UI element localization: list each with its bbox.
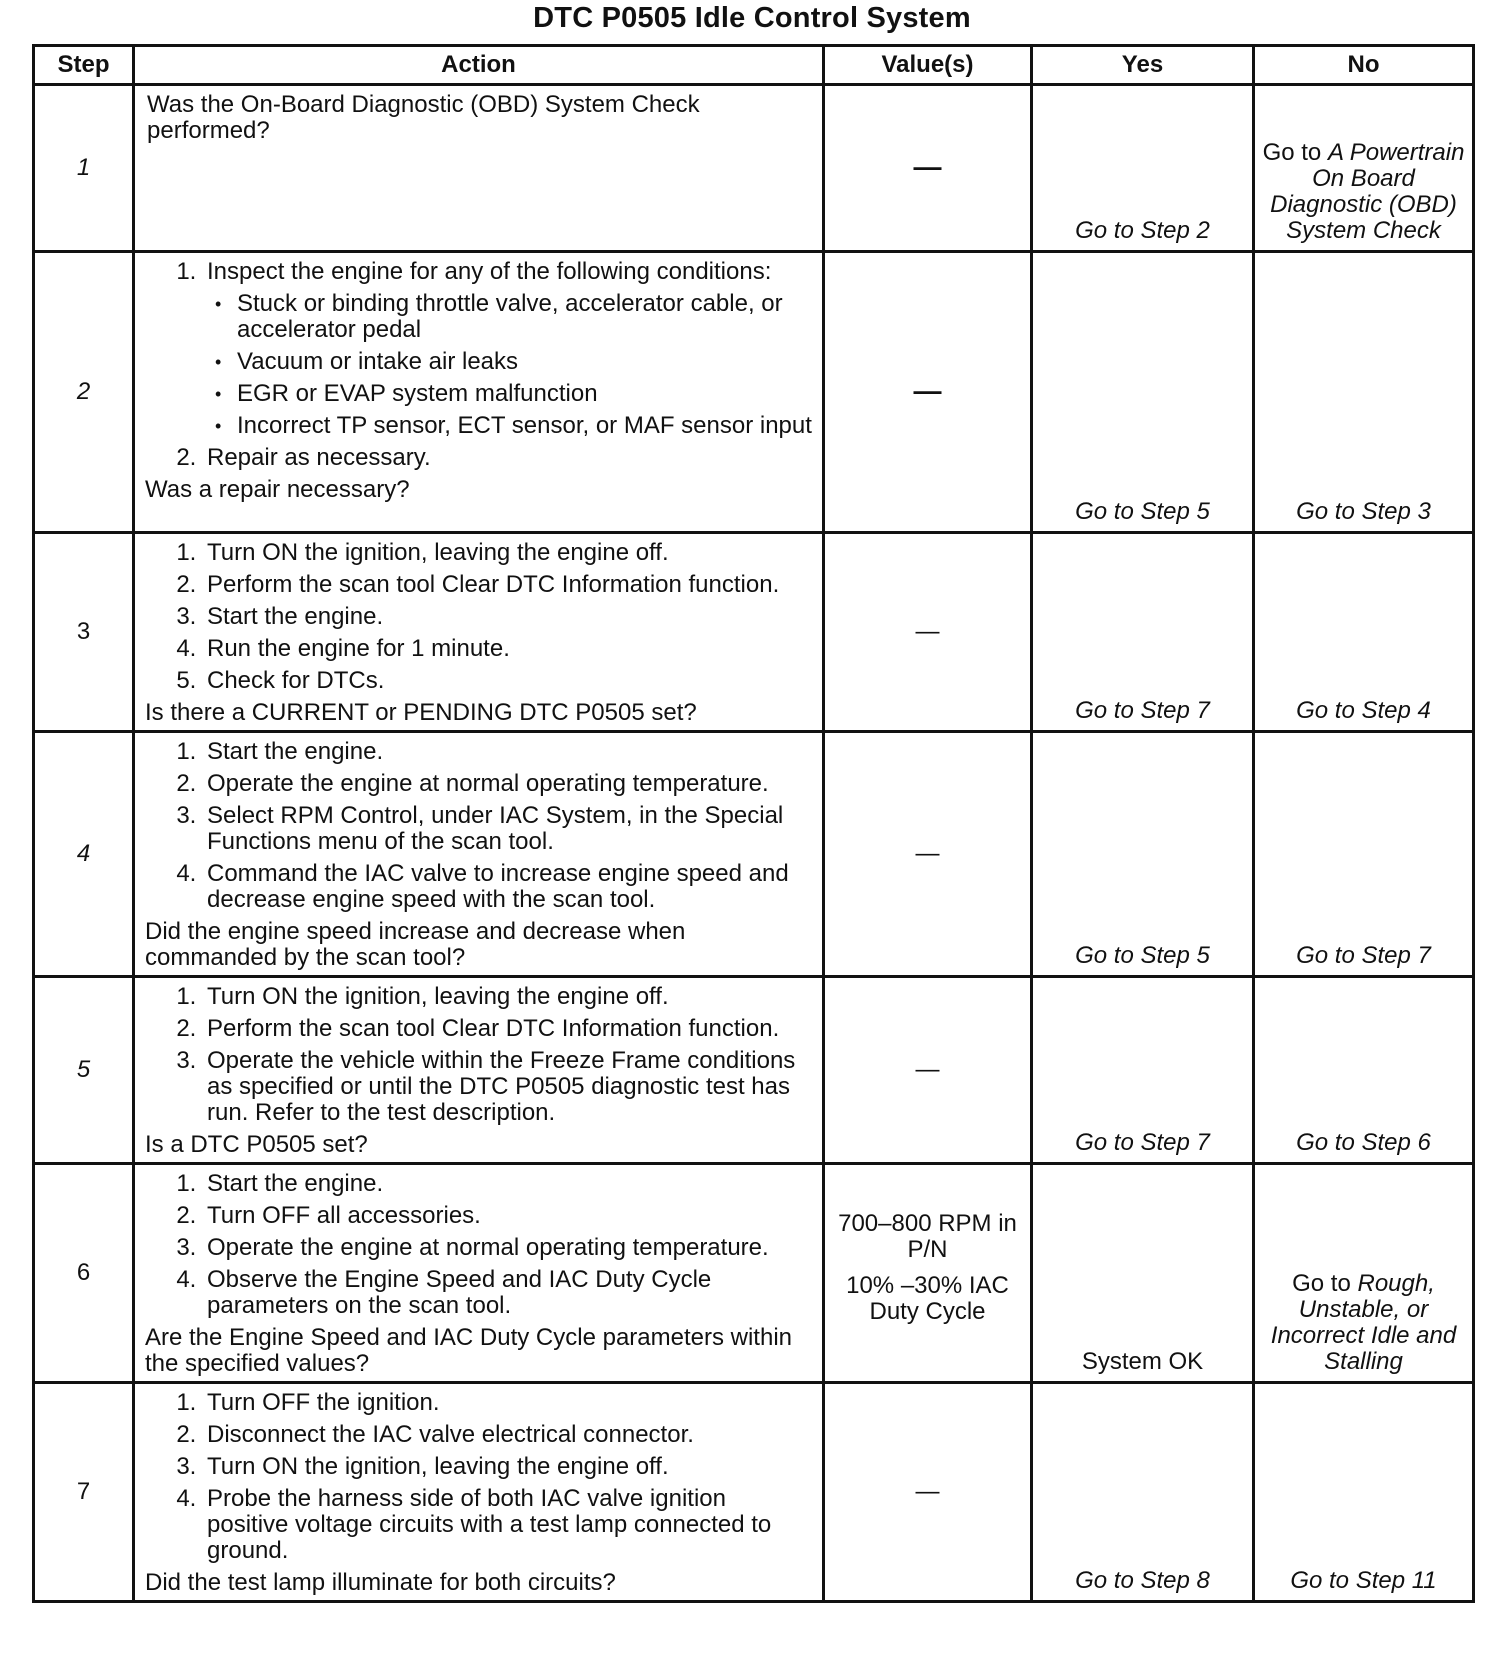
action-item: 1. Turn ON the ignition, leaving the engine off.	[203, 984, 812, 1010]
value-text: —	[915, 618, 940, 645]
yes-cell	[1032, 1383, 1254, 1602]
no-cell	[1254, 85, 1474, 252]
action-list	[145, 259, 812, 471]
action-cell	[134, 85, 824, 252]
action-item: 2. Turn OFF all accessories.	[203, 1203, 812, 1229]
action-list	[145, 1390, 812, 1564]
yes-text: Go to Step 7	[1075, 697, 1210, 724]
column-header-value: Value(s)	[824, 46, 1032, 85]
yes-text: Go to Step 5	[1075, 498, 1210, 525]
value-text: —	[915, 1478, 940, 1505]
value-text: —	[913, 375, 942, 406]
yes-cell	[1032, 977, 1254, 1164]
table-row	[34, 533, 1474, 732]
action-cell	[134, 252, 824, 533]
condition-item: • Stuck or binding throttle valve, accelerator cable, or accelerator pedal	[237, 291, 812, 343]
question-text: Is a DTC P0505 set?	[145, 1131, 368, 1158]
no-text: Go to Step 4	[1296, 697, 1431, 724]
action-item: 2. Repair as necessary.	[203, 445, 812, 471]
yes-text: Go to Step 7	[1075, 1129, 1210, 1156]
question-text: Was the On-Board Diagnostic (OBD) System Check performed?	[147, 91, 700, 144]
value-text: —	[913, 151, 942, 182]
no-text: A Powertrain On Board Diagnostic (OBD) System Check	[1270, 139, 1465, 244]
no-text: Go to Step 3	[1296, 498, 1431, 525]
question-text: Was a repair necessary?	[145, 476, 410, 503]
action-item: 4. Observe the Engine Speed and IAC Duty Cycle parameters on the scan tool.	[203, 1267, 812, 1319]
action-item: 3. Start the engine.	[203, 604, 812, 630]
column-header-yes: Yes	[1032, 46, 1254, 85]
table-row	[34, 977, 1474, 1164]
question-text: Are the Engine Speed and IAC Duty Cycle parameters within the specified values?	[145, 1324, 793, 1377]
action-item: 4. Probe the harness side of both IAC valve ignition positive voltage circuits with a test lamp connected to ground.	[203, 1486, 812, 1564]
action-cell	[134, 533, 824, 732]
no-cell	[1254, 1383, 1474, 1602]
step-number: 4	[34, 732, 134, 977]
header-row	[34, 46, 1474, 85]
condition-item: • EGR or EVAP system malfunction	[237, 381, 812, 407]
action-cell	[134, 977, 824, 1164]
condition-list	[207, 291, 812, 439]
no-text: Go to Step 6	[1296, 1129, 1431, 1156]
value-text: —	[915, 1056, 940, 1083]
value-cell	[824, 977, 1032, 1164]
action-item: 1. Turn OFF the ignition.	[203, 1390, 812, 1416]
table-row	[34, 732, 1474, 977]
diagnostic-table	[32, 44, 1475, 1603]
action-item: 1. Turn ON the ignition, leaving the engine off.	[203, 540, 812, 566]
action-cell	[134, 732, 824, 977]
action-item: 4. Run the engine for 1 minute.	[203, 636, 812, 662]
action-item: 3. Operate the vehicle within the Freeze Frame conditions as specified or until the DTC P0505 diagnostic test has run. Refer to the test description.	[203, 1048, 812, 1126]
action-text: Inspect the engine for any of the following conditions:	[207, 258, 772, 285]
column-header-action: Action	[134, 46, 824, 85]
action-cell	[134, 1383, 824, 1602]
action-item: 5. Check for DTCs.	[203, 668, 812, 694]
yes-cell	[1032, 533, 1254, 732]
yes-text: Go to Step 5	[1075, 942, 1210, 969]
value-cell	[824, 1383, 1032, 1602]
action-item: 1. Start the engine.	[203, 1171, 812, 1197]
yes-text: Go to Step 2	[1075, 217, 1210, 244]
no-prefix: Go to	[1262, 139, 1322, 166]
yes-text: Go to Step 8	[1075, 1567, 1210, 1594]
no-text: Go to Step 7	[1296, 942, 1431, 969]
action-item: 2. Perform the scan tool Clear DTC Information function.	[203, 1016, 812, 1042]
column-header-no: No	[1254, 46, 1474, 85]
yes-cell	[1032, 1164, 1254, 1383]
value-cell	[824, 732, 1032, 977]
no-cell	[1254, 977, 1474, 1164]
action-list	[145, 540, 812, 694]
value-text: —	[915, 840, 940, 867]
table-row	[34, 252, 1474, 533]
no-cell	[1254, 732, 1474, 977]
step-number: 3	[34, 533, 134, 732]
action-item: 4. Command the IAC valve to increase engine speed and decrease engine speed with the scan tool.	[203, 861, 812, 913]
no-text: Rough, Unstable, or Incorrect Idle and Stalling	[1270, 1270, 1457, 1375]
action-item: 3. Turn ON the ignition, leaving the engine off.	[203, 1454, 812, 1480]
action-list	[145, 1171, 812, 1319]
action-item: 3. Operate the engine at normal operating temperature.	[203, 1235, 812, 1261]
action-item: 1. Start the engine.	[203, 739, 812, 765]
table-row	[34, 85, 1474, 252]
value-cell	[824, 85, 1032, 252]
action-list	[145, 984, 812, 1126]
question-text: Did the engine speed increase and decrease when commanded by the scan tool?	[145, 918, 686, 971]
no-prefix: Go to	[1292, 1270, 1351, 1297]
value-cell	[824, 533, 1032, 732]
value-text: 700–800 RPM in P/N	[838, 1210, 1017, 1263]
step-number: 5	[34, 977, 134, 1164]
condition-item: • Incorrect TP sensor, ECT sensor, or MAF sensor input	[237, 413, 812, 439]
no-text: Go to Step 11	[1290, 1567, 1437, 1594]
table-row	[34, 1383, 1474, 1602]
action-list	[145, 739, 812, 913]
column-header-step: Step	[34, 46, 134, 85]
action-item: 3. Select RPM Control, under IAC System, in the Special Functions menu of the scan tool.	[203, 803, 812, 855]
step-number: 7	[34, 1383, 134, 1602]
no-cell	[1254, 533, 1474, 732]
question-text: Did the test lamp illuminate for both circuits?	[145, 1569, 616, 1596]
value-text: 10% –30% IAC Duty Cycle	[846, 1272, 1009, 1325]
yes-cell	[1032, 252, 1254, 533]
action-item: 2. Perform the scan tool Clear DTC Information function.	[203, 572, 812, 598]
yes-cell	[1032, 85, 1254, 252]
yes-text: System OK	[1081, 1348, 1204, 1375]
action-item	[203, 259, 812, 439]
action-item: 2. Disconnect the IAC valve electrical connector.	[203, 1422, 812, 1448]
step-number: 1	[34, 85, 134, 252]
step-number: 2	[34, 252, 134, 533]
table-row	[34, 1164, 1474, 1383]
page-title: DTC P0505 Idle Control System	[533, 2, 971, 34]
action-cell	[134, 1164, 824, 1383]
action-item: 2. Operate the engine at normal operating temperature.	[203, 771, 812, 797]
step-number: 6	[34, 1164, 134, 1383]
value-cell	[824, 252, 1032, 533]
no-cell	[1254, 252, 1474, 533]
no-cell	[1254, 1164, 1474, 1383]
condition-item: • Vacuum or intake air leaks	[237, 349, 812, 375]
value-cell	[824, 1164, 1032, 1383]
yes-cell	[1032, 732, 1254, 977]
question-text: Is there a CURRENT or PENDING DTC P0505 set?	[145, 699, 697, 726]
